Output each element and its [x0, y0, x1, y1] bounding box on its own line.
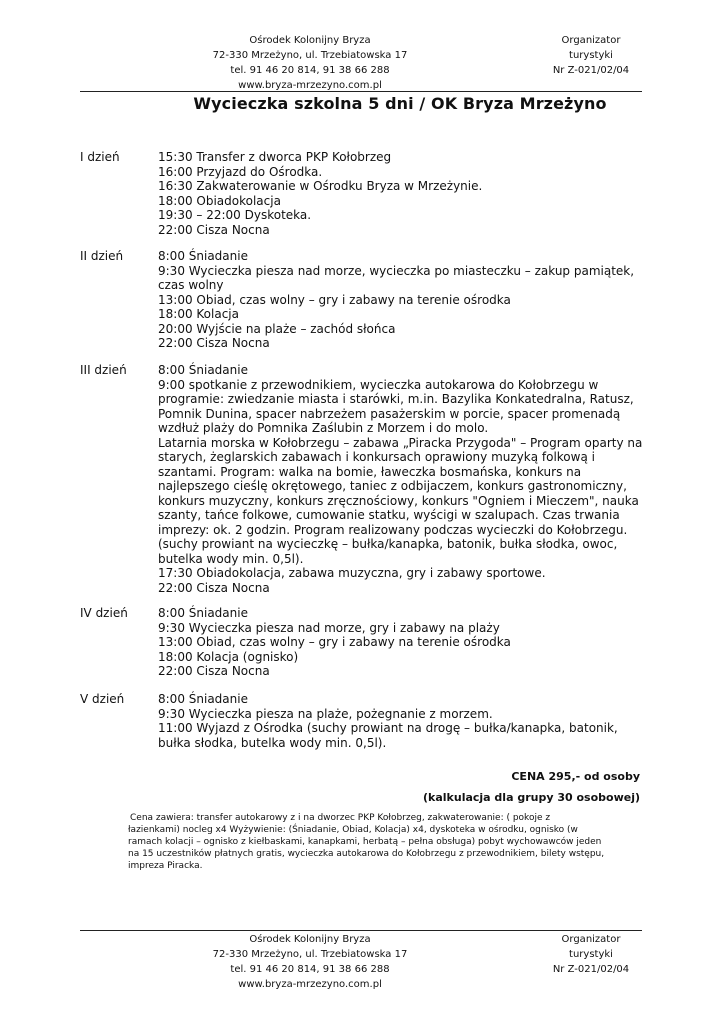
footer-registry-no: Nr Z-021/02/04 — [552, 964, 630, 975]
schedule-line: 13:00 Obiad, czas wolny – gry i zabawy na terenie ośrodka — [158, 292, 511, 307]
note-line: na 15 uczestników płatnych gratis, wycieczka autokarowa do Kołobrzegu z przewodnikiem, bilety wstępu, — [128, 849, 605, 859]
schedule-line: 22:00 Cisza Nocna — [158, 336, 270, 350]
header-address: 72-330 Mrzeżyno, ul. Trzebiatowska 17 — [212, 50, 408, 61]
schedule-line: 8:00 Śniadanie — [158, 249, 248, 263]
footer-organizer-line1: Organizator — [561, 934, 621, 945]
schedule-line: 22:00 Cisza Nocna — [158, 580, 270, 595]
page-footer — [80, 932, 642, 994]
schedule-line: 22:00 Cisza Nocna — [158, 664, 270, 678]
schedule-line: butelka wody min. 0,5l). — [158, 551, 304, 566]
schedule-line: 18:00 Kolacja (ognisko) — [158, 649, 299, 664]
schedule-line: bułka słodka, butelka wody min. 0,5l). — [158, 735, 387, 750]
header-organizer-block — [540, 33, 642, 78]
schedule-line: 9:30 Wycieczka piesza nad morze, wycieczka po miasteczku – zakup pamiątek, — [158, 263, 635, 278]
schedule-line: 18:00 Obiadokolacja — [158, 193, 281, 208]
footer-org-name: Ośrodek Kolonijny Bryza — [249, 934, 371, 945]
header-phone: tel. 91 46 20 814, 91 38 66 288 — [230, 65, 390, 76]
schedule-line: programie: zwiedzanie miasta i starówki, m.in. Bazylika Konkatedralna, Ratusz, — [158, 392, 634, 406]
schedule-line: imprezy: ok. 2 godzin. Program realizowany podczas wycieczki do Kołobrzegu. — [158, 522, 628, 537]
note-line: ramach kolacji – ognisko z kiełbaskami, kanapkami, herbatą – pełna obsługa) pobyt wychowawców jeden — [128, 837, 602, 847]
schedule-line: 11:00 Wyjazd z Ośrodka (suchy prowiant na drogę – bułka/kanapka, batonik, — [158, 721, 618, 735]
schedule-line: 15:30 Transfer z dworca PKP Kołobrzeg — [158, 150, 392, 164]
day-2-label: II dzień — [80, 249, 124, 263]
day-4-schedule — [158, 606, 648, 679]
footer-address: 72-330 Mrzeżyno, ul. Trzebiatowska 17 — [212, 949, 408, 960]
schedule-line: starych, żeglarskich zabawach i konkursach oprawiony muzyką folkową i — [158, 450, 595, 464]
header-organizer-line2: turystyki — [569, 50, 613, 61]
price-line: CENA 295,- od osoby — [511, 770, 640, 783]
footer-phone: tel. 91 46 20 814, 91 38 66 288 — [230, 964, 390, 975]
schedule-line: 13:00 Obiad, czas wolny – gry i zabawy na terenie ośrodka — [158, 635, 511, 649]
schedule-line: szantami. Program: walka na bomie, ławeczka bosmańska, konkurs na — [158, 464, 582, 479]
note-line: Cena zawiera: transfer autokarowy z i na dworzec PKP Kołobrzeg, zakwaterowanie: ( pokoje z — [130, 813, 551, 823]
schedule-line: 17:30 Obiadokolacja, zabawa muzyczna, gry i zabawy sportowe. — [158, 566, 546, 580]
footer-organizer-line2: turystyki — [569, 949, 613, 960]
footer-divider — [80, 930, 642, 931]
footer-organizer-block — [540, 932, 642, 977]
schedule-line: 16:30 Zakwaterowanie w Ośrodku Bryza w Mrzeżynie. — [158, 179, 483, 193]
schedule-line: (suchy prowiant na wycieczkę – bułka/kanapka, batonik, bułka słodka, owoc, — [158, 537, 618, 551]
schedule-line: 9:30 Wycieczka piesza na plaże, pożegnanie z morzem. — [158, 706, 493, 721]
footer-org-block — [80, 932, 540, 992]
schedule-line: czas wolny — [158, 278, 224, 292]
schedule-line: 8:00 Śniadanie — [158, 692, 248, 706]
header-website: www.bryza-mrzezyno.com.pl — [238, 80, 382, 91]
day-4-label: IV dzień — [80, 606, 128, 620]
header-org-name: Ośrodek Kolonijny Bryza — [249, 35, 371, 46]
schedule-line: 9:30 Wycieczka piesza nad morze, gry i zabawy na plaży — [158, 620, 500, 635]
schedule-line: najlepszego cieślę okrętowego, taniec z odbijaczem, konkurs gastronomiczny, — [158, 479, 627, 493]
day-3-label: III dzień — [80, 363, 127, 377]
schedule-line: konkurs muzyczny, konkurs zręcznościowy, konkurs "Ogniem i Mieczem", nauka — [158, 493, 639, 508]
schedule-line: wzdłuż plaży do Pomnika Zaślubin z Morzem i do molo. — [158, 421, 489, 435]
schedule-line: 8:00 Śniadanie — [158, 363, 248, 377]
day-2-schedule — [158, 249, 648, 351]
footer-website: www.bryza-mrzezyno.com.pl — [238, 979, 382, 990]
day-5-schedule — [158, 692, 648, 750]
schedule-line: Latarnia morska w Kołobrzegu – zabawa „Piracka Przygoda" – Program oparty na — [158, 435, 643, 450]
header-divider — [80, 91, 642, 92]
schedule-line: 18:00 Kolacja — [158, 307, 239, 321]
note-line: łazienkami) nocleg x4 Wyżywienie: (Śniadanie, Obiad, Kolacja) x4, dyskoteka w ośrodku, ognisko (w — [128, 825, 578, 835]
schedule-line: 16:00 Przyjazd do Ośrodka. — [158, 164, 323, 179]
header-registry-no: Nr Z-021/02/04 — [552, 65, 630, 76]
schedule-line: 9:00 spotkanie z przewodnikiem, wycieczka autokarowa do Kołobrzegu w — [158, 377, 599, 392]
header-organizer-line1: Organizator — [561, 35, 621, 46]
day-5-label: V dzień — [80, 692, 125, 706]
schedule-line: 19:30 – 22:00 Dyskoteka. — [158, 208, 312, 222]
schedule-line: Pomnik Dunina, spacer nabrzeżem pasażerskim w porcie, spacer promenadą — [158, 406, 621, 421]
price-calculation-note: (kalkulacja dla grupy 30 osobowej) — [423, 791, 640, 804]
note-line: impreza Piracka. — [128, 861, 203, 871]
schedule-line: 20:00 Wyjście na plaże – zachód słońca — [158, 321, 396, 336]
day-3-schedule — [158, 363, 648, 595]
price-includes-note — [130, 812, 630, 872]
day-1-label: I dzień — [80, 150, 120, 164]
page-header — [80, 33, 642, 95]
schedule-line: szanty, tańce folkowe, cumowanie statku, wyścigi w szalupach. Czas trwania — [158, 508, 620, 522]
header-org-block — [80, 33, 540, 93]
page-title: Wycieczka szkolna 5 dni / OK Bryza Mrzeżyno — [193, 94, 607, 113]
day-1-schedule — [158, 150, 648, 237]
schedule-line: 8:00 Śniadanie — [158, 606, 248, 620]
schedule-line: 22:00 Cisza Nocna — [158, 222, 270, 237]
